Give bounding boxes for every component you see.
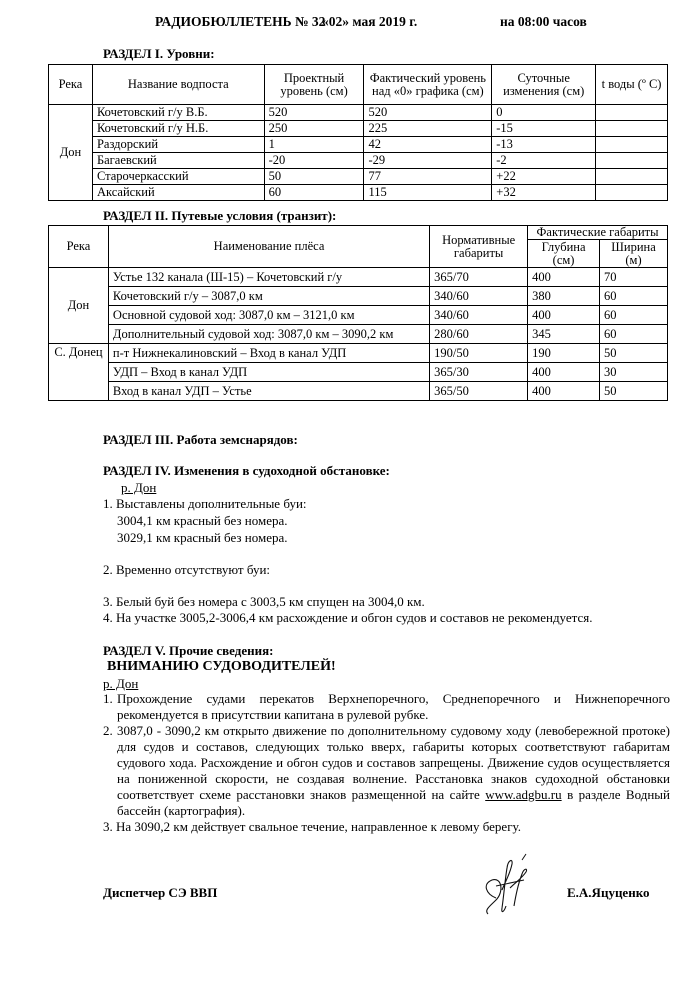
section5-item2 [117, 723, 670, 819]
col-actual-level: Фактический уровень над «0» графика (см) [364, 65, 492, 105]
col-stretch: Наименование плёса [108, 226, 429, 268]
col-width: Ширина (м) [600, 240, 668, 268]
section4-title: РАЗДЕЛ IV. Изменения в судоходной обстановке: [103, 463, 390, 478]
bulletin-date: «02» мая 2019 г. [322, 14, 418, 29]
depth-cell: 400 [528, 268, 600, 287]
section5-item1-num: 1. [103, 691, 113, 706]
temp-cell [596, 169, 668, 185]
section5-item3: 3. На 3090,2 км действует свальное течение, направленное к левому берегу. [103, 819, 521, 834]
normative-cell: 190/50 [430, 344, 528, 363]
table-row [49, 382, 668, 401]
item2-text-end: в разделе Водный бассейн (картография). [117, 787, 670, 818]
col-depth: Глубина (см) [528, 240, 600, 268]
station-cell: Раздорский [92, 137, 264, 153]
actual-level-cell: 225 [364, 121, 492, 137]
temp-cell [596, 153, 668, 169]
bulletin-title: РАДИОБЮЛЛЕТЕНЬ № 32 [155, 14, 326, 29]
station-cell: Аксайский [92, 185, 264, 201]
temp-cell [596, 121, 668, 137]
table-row [49, 137, 668, 153]
project-level-cell: 60 [264, 185, 364, 201]
section4-item4: 4. На участке 3005,2-3006,4 км расхождение и обгон судов и составов не рекомендуется. [103, 610, 593, 625]
table-row [49, 185, 668, 201]
change-cell: +22 [492, 169, 596, 185]
col-river: Река [49, 65, 93, 105]
table-row [49, 363, 668, 382]
table-row [49, 306, 668, 325]
adgbu-link[interactable]: www.adgbu.ru [485, 787, 562, 802]
col-station: Название водпоста [92, 65, 264, 105]
project-level-cell: 520 [264, 105, 364, 121]
temp-cell [596, 185, 668, 201]
river-cell: С. Донец [49, 344, 109, 401]
section5-item1: Прохождение судами перекатов Верхнепоречного, Среднепоречного и Нижнепоречного рекомендуется в присутствии капитана в рулевой рубке. [117, 691, 670, 722]
width-cell: 50 [600, 344, 668, 363]
temp-cell [596, 105, 668, 121]
depth-cell: 380 [528, 287, 600, 306]
change-cell: +32 [492, 185, 596, 201]
river-cell: Дон [49, 105, 93, 201]
depth-cell: 400 [528, 306, 600, 325]
levels-header-row [49, 65, 668, 105]
width-cell: 60 [600, 306, 668, 325]
river-cell: Дон [49, 268, 109, 344]
width-cell: 70 [600, 268, 668, 287]
transit-table [48, 225, 668, 401]
stretch-cell: п-т Нижнекалиновский – Вход в канал УДП [108, 344, 429, 363]
normative-cell: 365/30 [430, 363, 528, 382]
width-cell: 50 [600, 382, 668, 401]
width-cell: 60 [600, 325, 668, 344]
stretch-cell: Вход в канал УДП – Устье [108, 382, 429, 401]
section5-river: р. Дон [103, 676, 139, 691]
change-cell: -13 [492, 137, 596, 153]
depth-cell: 400 [528, 363, 600, 382]
actual-level-cell: -29 [364, 153, 492, 169]
table-row [49, 287, 668, 306]
stretch-cell: УДП – Вход в канал УДП [108, 363, 429, 382]
section3-title: РАЗДЕЛ III. Работа земснарядов: [103, 432, 298, 447]
bulletin-time: на 08:00 часов [500, 14, 587, 29]
dispatcher-label: Диспетчер СЭ ВВП [103, 885, 218, 900]
section4-item2: 2. Временно отсутствуют буи: [103, 562, 271, 577]
transit-header-row [49, 226, 668, 240]
table-row [49, 344, 668, 363]
depth-cell: 345 [528, 325, 600, 344]
table-row [49, 105, 668, 121]
depth-cell: 190 [528, 344, 600, 363]
table-row [49, 169, 668, 185]
table-row [49, 121, 668, 137]
col-normative: Нормативные габариты [430, 226, 528, 268]
width-cell: 60 [600, 287, 668, 306]
table-row [49, 325, 668, 344]
actual-level-cell: 42 [364, 137, 492, 153]
stretch-cell: Устье 132 канала (Ш-15) – Кочетовский г/у [108, 268, 429, 287]
section5-title: РАЗДЕЛ V. Прочие сведения: [103, 643, 274, 658]
temp-cell [596, 137, 668, 153]
col-river: Река [49, 226, 109, 268]
actual-level-cell: 77 [364, 169, 492, 185]
actual-level-cell: 520 [364, 105, 492, 121]
levels-table [48, 64, 668, 201]
normative-cell: 365/70 [430, 268, 528, 287]
project-level-cell: 50 [264, 169, 364, 185]
signature-icon [466, 850, 546, 920]
stretch-cell: Основной судовой ход: 3087,0 км – 3121,0 км [108, 306, 429, 325]
project-level-cell: -20 [264, 153, 364, 169]
col-actual: Фактические габариты [528, 226, 668, 240]
change-cell: -15 [492, 121, 596, 137]
normative-cell: 280/60 [430, 325, 528, 344]
section4-item1-line2: 3029,1 км красный без номера. [117, 530, 288, 545]
item2-text: 3087,0 - 3090,2 км открыто движение по дополнительному судовому ходу (левобережной протоке) для судов и составов, следующих только вверх, габариты которых соответствуют габаритам судового хода. Расхождение и обгон судов и составов запрещены. Движение судов осуществляется на пониженной скорости, не создавая волнение. Расстановка знаков судоходной обстановки соответствует схеме расстановки знаков размещенной на сайте [117, 723, 670, 802]
section2-title: РАЗДЕЛ II. Путевые условия (транзит): [103, 208, 337, 223]
col-daily-change: Суточные изменения (см) [492, 65, 596, 105]
section4-river: р. Дон [121, 480, 157, 495]
depth-cell: 400 [528, 382, 600, 401]
section4-item3: 3. Белый буй без номера с 3003,5 км спущен на 3004,0 км. [103, 594, 425, 609]
project-level-cell: 250 [264, 121, 364, 137]
section1-title: РАЗДЕЛ I. Уровни: [103, 46, 215, 61]
stretch-cell: Кочетовский г/у – 3087,0 км [108, 287, 429, 306]
col-water-temp: t воды (º С) [596, 65, 668, 105]
normative-cell: 340/60 [430, 306, 528, 325]
width-cell: 30 [600, 363, 668, 382]
table-row [49, 153, 668, 169]
section5-item2-num: 2. [103, 723, 113, 738]
station-cell: Кочетовский г/у В.Б. [92, 105, 264, 121]
section4-item1: 1. Выставлены дополнительные буи: [103, 496, 307, 511]
signer-name: Е.А.Яцуценко [567, 885, 650, 900]
attention-heading: ВНИМАНИЮ СУДОВОДИТЕЛЕЙ! [107, 659, 336, 674]
actual-level-cell: 115 [364, 185, 492, 201]
col-project-level: Проектный уровень (см) [264, 65, 364, 105]
normative-cell: 365/50 [430, 382, 528, 401]
stretch-cell: Дополнительный судовой ход: 3087,0 км – 3090,2 км [108, 325, 429, 344]
change-cell: 0 [492, 105, 596, 121]
project-level-cell: 1 [264, 137, 364, 153]
station-cell: Кочетовский г/у Н.Б. [92, 121, 264, 137]
change-cell: -2 [492, 153, 596, 169]
section4-item1-line1: 3004,1 км красный без номера. [117, 513, 288, 528]
table-row [49, 268, 668, 287]
station-cell: Старочеркасский [92, 169, 264, 185]
station-cell: Багаевский [92, 153, 264, 169]
normative-cell: 340/60 [430, 287, 528, 306]
